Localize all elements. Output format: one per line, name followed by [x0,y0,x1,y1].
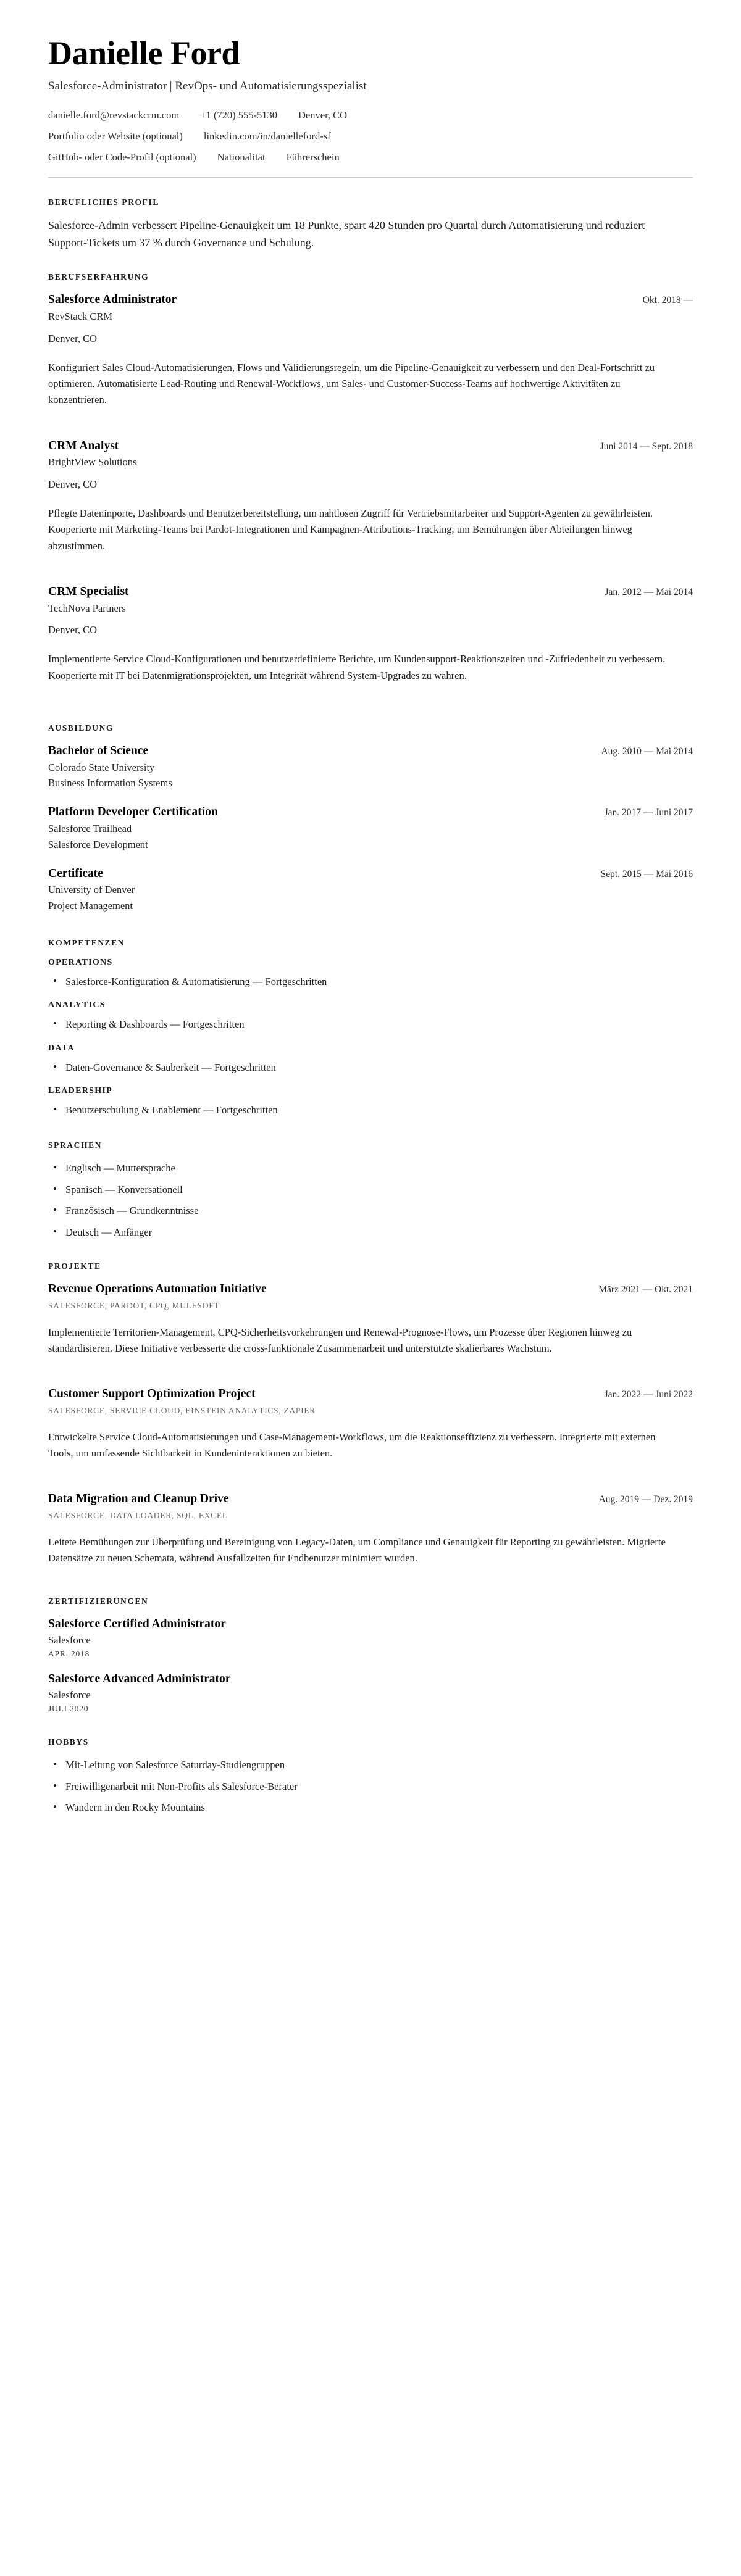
project-description: Implementierte Territorien-Management, CPQ-Sicherheitsvorkehrungen und Renewal-Prognose-Flows, um Prozesse über Regionen hinweg zu standardisieren. Diese Initiative verbesserte die cross-funktionale Zusammenarbeit und unterstützte skalierbares Wachstum. [48,1326,632,1354]
experience-role: Salesforce Administrator [48,293,177,307]
language-item: • Französisch — Grundkenntnisse [48,1203,693,1219]
hobby-list [48,1757,693,1816]
section-title-experience: BERUFSERFAHRUNG [48,272,149,282]
certification-date: APR. 2018 [48,1648,90,1658]
experience-entry-head [48,584,693,599]
contact-row-1 [48,109,693,122]
experience-location: Denver, CO [48,624,98,636]
experience-dates: Juni 2014 — Sept. 2018 [600,441,693,452]
language-item: • Spanisch — Konversationell [48,1182,693,1198]
education-school: University of Denver [48,883,135,895]
project-entry [48,1491,693,1566]
skill-list [48,1102,693,1118]
project-tags: SALESFORCE, PARDOT, CPQ, MULESOFT [48,1300,220,1310]
education-entry-head [48,743,693,758]
project-dates: März 2021 — Okt. 2021 [598,1284,693,1295]
experience-company: TechNova Partners [48,602,126,614]
language-list [48,1160,693,1240]
education-entry-head [48,804,693,820]
certification-entry [48,1671,693,1714]
project-entry-head [48,1281,693,1297]
section-certifications [48,1597,693,1714]
experience-entry [48,584,693,684]
education-dates: Jan. 2017 — Juni 2017 [604,807,693,818]
certification-name: Salesforce Advanced Administrator [48,1672,231,1685]
hobby-item: • Wandern in den Rocky Mountains [48,1800,693,1816]
certification-issuer: Salesforce [48,1689,91,1701]
education-degree: Certificate [48,866,103,880]
certification-date: JULI 2020 [48,1704,89,1714]
section-projects [48,1261,693,1566]
candidate-name: Danielle Ford [48,35,240,72]
education-entry [48,866,693,913]
candidate-headline: Salesforce-Administrator | RevOps- und Automatisierungsspezialist [48,79,367,93]
skill-group [48,1000,693,1032]
skill-group [48,958,693,990]
section-languages [48,1141,693,1240]
experience-entry-head [48,292,693,307]
summary-text: Salesforce-Admin verbessert Pipeline-Genauigkeit um 18 Punkte, spart 420 Stunden pro Quartal durch Automatisierung und reduziert Support-Tickets um 37 % durch Governance und Schulung. [48,218,645,249]
certification-name: Salesforce Certified Administrator [48,1617,226,1631]
section-title-education: AUSBILDUNG [48,723,114,733]
experience-role: CRM Analyst [48,439,119,452]
section-hobbies [48,1737,693,1816]
section-summary [48,197,693,252]
header-divider [48,177,693,178]
education-degree: Bachelor of Science [48,744,149,758]
section-title-hobbies: HOBBYS [48,1737,89,1747]
hobby-item: • Mit-Leitung von Salesforce Saturday-Studiengruppen [48,1757,693,1773]
skill-list [48,1060,693,1076]
section-experience [48,272,693,684]
education-dates: Aug. 2010 — Mai 2014 [601,746,693,757]
education-field: Salesforce Development [48,838,148,850]
education-school: Salesforce Trailhead [48,822,132,834]
section-title-projects: PROJEKTE [48,1261,101,1271]
experience-company: RevStack CRM [48,310,113,322]
project-dates: Jan. 2022 — Juni 2022 [604,1389,693,1400]
experience-location: Denver, CO [48,332,98,344]
experience-location: Denver, CO [48,478,98,491]
project-entry-head [48,1491,693,1506]
skill-group [48,1086,693,1118]
experience-description: Pflegte Dateninporte, Dashboards und Benutzerbereitstellung, um nahtlosen Zugriff für Vertriebsmitarbeiter und Support-Agenten zu gewährleisten. Kooperierte mit Marketing-Teams bei Pardot-Integrationen und Kampagnen-Attributions-Tracking, um Bemühungen über Abteilungen hinweg abzustimmen. [48,507,653,552]
section-title-summary: BERUFLICHES PROFIL [48,197,159,207]
project-entry [48,1281,693,1357]
skill-item: • Benutzerschulung & Enablement — Fortgeschritten [48,1102,693,1118]
project-entry-head [48,1386,693,1402]
hobby-item: • Freiwilligenarbeit mit Non-Profits als Salesforce-Berater [48,1779,693,1795]
experience-dates: Jan. 2012 — Mai 2014 [605,587,693,598]
education-entry-head [48,866,693,881]
education-school: Colorado State University [48,761,155,773]
contact-driving-license: Führerschein [286,151,340,163]
skill-group-label: LEADERSHIP [48,1086,113,1096]
education-field: Project Management [48,899,133,912]
project-name: Data Migration and Cleanup Drive [48,1492,229,1506]
experience-description: Konfiguriert Sales Cloud-Automatisierungen, Flows und Validierungsregeln, um die Pipeline-Genauigkeit zu verbessern und den Deal-Fortschritt zu optimieren. Automatisierte Lead-Routing und Renewal-Workflows, um Sales- und Customer-Success-Teams auf hochwertige Aktivitäten zu konzentrieren. [48,361,655,406]
language-item: • Englisch — Muttersprache [48,1160,693,1176]
experience-description: Implementierte Service Cloud-Konfigurationen und benutzerdefinierte Berichte, um Kundensupport-Reaktionszeiten und -Zufriedenheit zu verbessern. Kooperierte mit IT bei Datenmigrationsprojekten, um Integrität während System-Upgrades zu wahren. [48,653,666,681]
experience-entry-head [48,438,693,454]
experience-entry [48,438,693,554]
contact-row-3 [48,151,693,164]
contact-github[interactable]: GitHub- oder Code-Profil (optional) [48,151,196,163]
contact-nationality: Nationalität [217,151,266,163]
project-entry [48,1386,693,1461]
skill-group-label: OPERATIONS [48,957,113,967]
skill-group-label: ANALYTICS [48,1000,106,1010]
experience-dates: Okt. 2018 — [642,295,693,306]
certification-issuer: Salesforce [48,1634,91,1646]
section-skills [48,938,693,1118]
section-title-certifications: ZERTIFIZIERUNGEN [48,1596,149,1606]
education-entry [48,804,693,852]
section-title-skills: KOMPETENZEN [48,937,125,947]
section-education [48,723,693,913]
skill-group [48,1044,693,1076]
project-tags: SALESFORCE, SERVICE CLOUD, EINSTEIN ANALYTICS, ZAPIER [48,1405,316,1415]
education-degree: Platform Developer Certification [48,805,218,819]
experience-company: BrightView Solutions [48,456,137,468]
contact-row-2 [48,130,693,143]
skill-item: • Reporting & Dashboards — Fortgeschritten [48,1016,693,1032]
skill-list [48,1016,693,1032]
contact-block [48,109,693,164]
project-name: Revenue Operations Automation Initiative [48,1282,267,1296]
skill-list [48,974,693,990]
experience-entry [48,292,693,408]
contact-phone: +1 (720) 555-5130 [200,109,277,121]
project-dates: Aug. 2019 — Dez. 2019 [598,1494,693,1505]
skill-group-label: DATA [48,1043,75,1053]
language-item: • Deutsch — Anfänger [48,1224,693,1240]
project-description: Entwickelte Service Cloud-Automatisierungen und Case-Management-Workflows, um die Reaktionseffizienz zu verbessern. Integrierte mit externen Tools, um umfassende Sichtbarkeit in Kundeninteraktionen zu bieten. [48,1431,656,1460]
project-tags: SALESFORCE, DATA LOADER, SQL, EXCEL [48,1510,228,1520]
certification-entry [48,1616,693,1659]
project-name: Customer Support Optimization Project [48,1387,256,1401]
education-field: Business Information Systems [48,777,172,789]
skill-item: • Daten-Governance & Sauberkeit — Fortgeschritten [48,1060,693,1076]
project-description: Leitete Bemühungen zur Überprüfung und Bereinigung von Legacy-Daten, um Compliance und Genauigkeit für Reporting zu gewährleisten. Migrierte Datensätze zu neuen Schemata, während Ausfallzeiten für Endbenutzer minimiert wurden. [48,1535,666,1564]
section-title-languages: SPRACHEN [48,1140,103,1150]
education-entry [48,743,693,791]
education-dates: Sept. 2015 — Mai 2016 [600,868,693,879]
contact-portfolio[interactable]: Portfolio oder Website (optional) [48,130,183,142]
contact-linkedin[interactable]: linkedin.com/in/danielleford-sf [203,130,331,142]
experience-role: CRM Specialist [48,585,129,599]
skill-item: • Salesforce-Konfiguration & Automatisierung — Fortgeschritten [48,974,693,990]
contact-location: Denver, CO [298,109,348,121]
contact-email[interactable]: danielle.ford@revstackcrm.com [48,109,180,121]
